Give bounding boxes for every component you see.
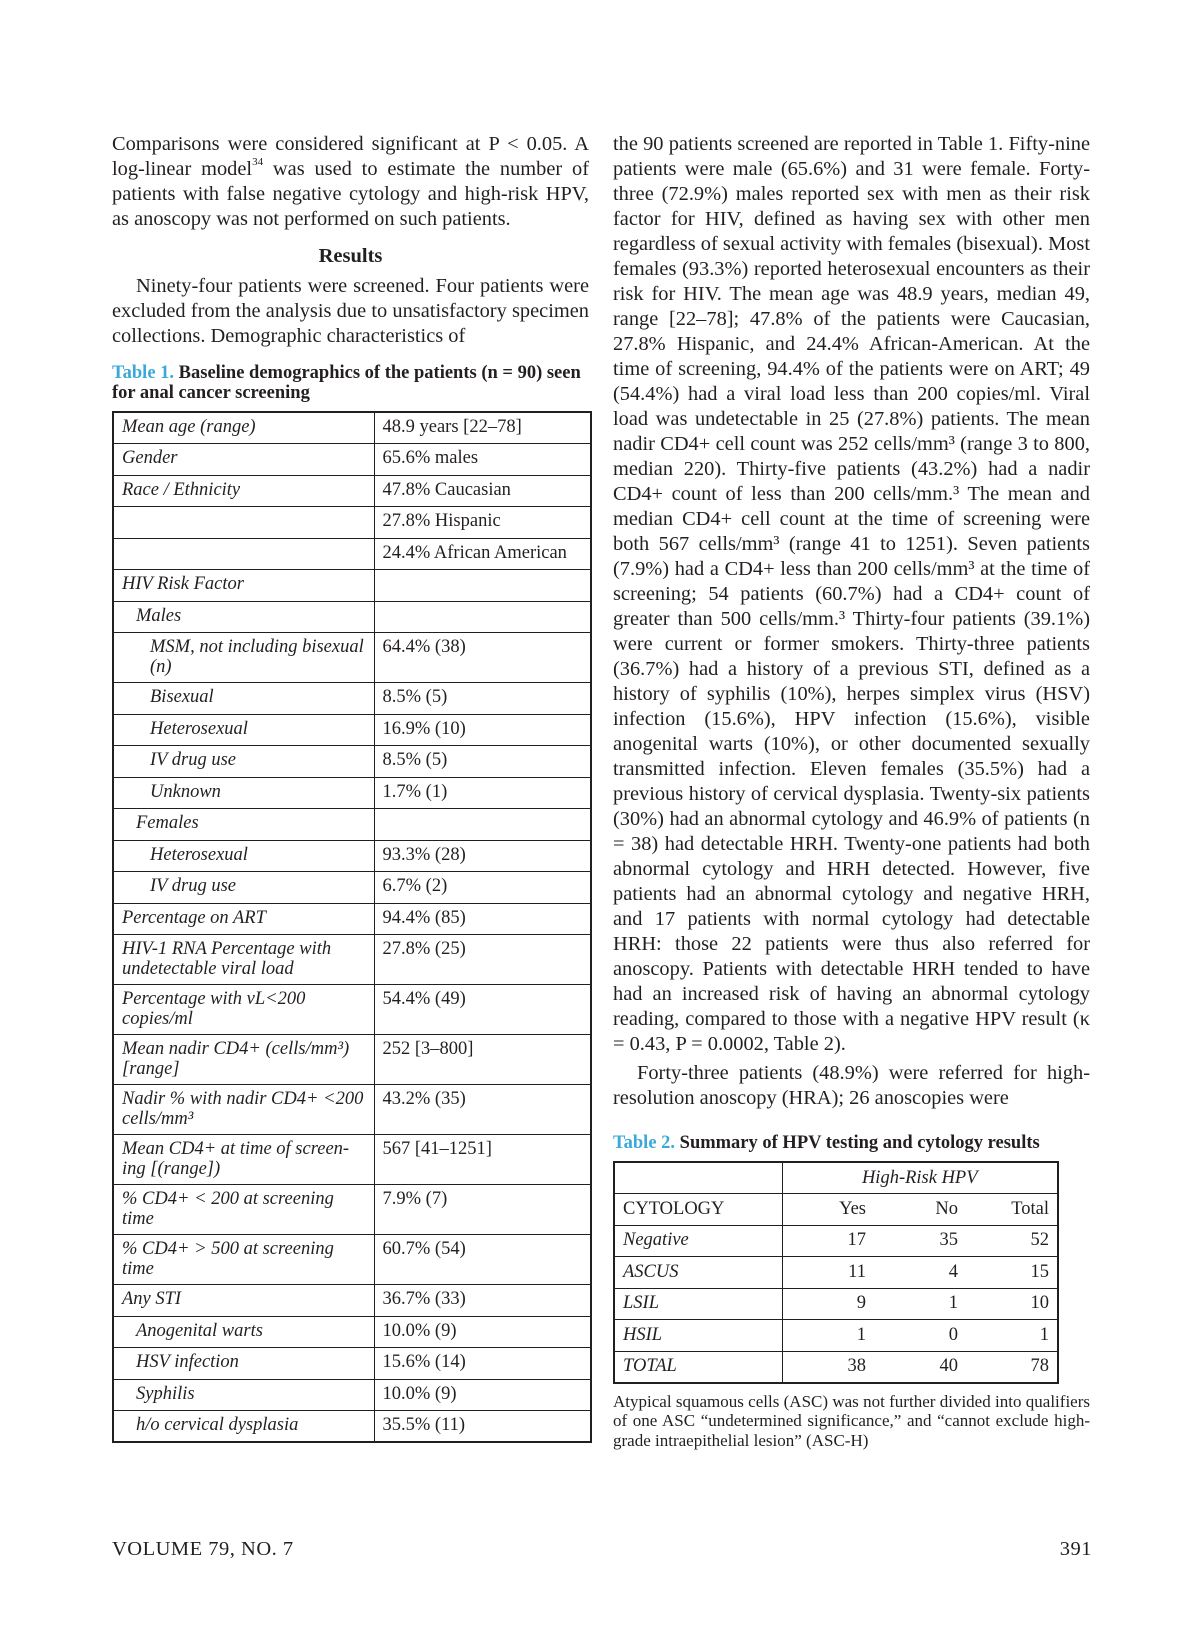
table1-label-cell: MSM, not including bisexual (n) [113, 633, 374, 683]
table1-label-cell: IV drug use [113, 872, 374, 904]
table1-value-cell: 27.8% (25) [374, 935, 591, 985]
table1-value-cell: 47.8% Caucasian [374, 475, 591, 507]
table1-label-cell: Females [113, 809, 374, 841]
table1-label-cell: Bisexual [113, 683, 374, 715]
table1-row [113, 840, 591, 872]
table1-value-cell: 8.5% (5) [374, 683, 591, 715]
table2-cytology-cell: LSIL [614, 1288, 782, 1320]
table2-col-header-yes: Yes [782, 1194, 874, 1226]
table1-label-cell: Gender [113, 444, 374, 476]
table1-value-cell: 64.4% (38) [374, 633, 591, 683]
table2-hpv-cytology [613, 1161, 1059, 1384]
table1-label-cell: Race / Ethnicity [113, 475, 374, 507]
table1-label-cell: Any STI [113, 1285, 374, 1317]
table1-row [113, 1379, 591, 1411]
table1-label-cell: HSV infection [113, 1348, 374, 1380]
table2-no-cell: 35 [874, 1225, 966, 1257]
paragraph-results-intro: Ninety-four patients were screened. Four patients were excluded from the analysis due to unsatisfactory specimen collections. Demographic characteristics of [112, 275, 589, 347]
table1-value-cell: 24.4% African American [374, 538, 591, 570]
table1-value-cell: 252 [3–800] [374, 1035, 591, 1085]
table1-value-cell [374, 570, 591, 602]
table2-col-header-total: Total [966, 1194, 1058, 1226]
right-column [613, 132, 1090, 1450]
paragraph-methods-end: Comparisons were considered significant at P < 0.05. A log-linear model$^{34}$ was used to estimate the number of patients with false negative cytology and high-risk HPV, as anoscopy was not performed on such patients. [112, 133, 590, 230]
table2-no-cell: 0 [874, 1320, 966, 1352]
table1-value-cell: 16.9% (10) [374, 714, 591, 746]
table1-row [113, 412, 591, 444]
table1-row [113, 872, 591, 904]
table2-cytology-cell: HSIL [614, 1320, 782, 1352]
table1-label-cell: Mean nadir CD4+ (cells/mm³) [range] [113, 1035, 374, 1085]
paragraph-results-details: the 90 patients screened are reported in Table 1. Fifty-nine patients were male (65.6%) and 31 were female. Forty-three (72.9%) males reported sex with men as their risk factor for HIV, defined as having sex with other men regardless of sexual activity with females (bisexual). Most females (93.3%) reported heterosexual encounters as their risk for HIV. The mean age was 48.9 years, median 49, range [22–78]; 47.8% of the patients were Caucasian, 27.8% Hispanic, and 24.4% African-American. At the time of screening, 94.4% of the patients were on ART; 49 (54.4%) had a viral load less than 200 copies/ml. Viral load was undetectable in 25 (27.8%) patients. The mean nadir CD4+ cell count was 252 cells/mm³ (range 3 to 800, median 220). Thirty-five patients (43.2%) had a nadir CD4+ count of less than 200 cells/mm.³ The mean and median CD4+ cell count at the time of screening were both 567 cells/mm³ (range 41 to 1251). Seven patients (7.9%) had a CD4+ less than 200 cells/mm³ at the time of screening; 54 patients (60.7%) had a CD4+ count of greater than 500 cells/mm.³ Thirty-four patients (39.1%) were current or former smokers. Thirty-three patients (36.7%) had a history of a previous STI, defined as a history of syphilis (10%), herpes simplex virus (HSV) infection (15.6%), HPV infection (15.6%), visible anogenital warts (10%), or other documented sexually transmitted infection. Eleven females (35.5%) had a previous history of cervical dysplasia. Twenty-six patients (30%) had an abnormal cytology and 46.9% of patients (n = 38) had detectable HRH. Twenty-one patients had both abnormal cytology and HRH detected. However, five patients had an abnormal cytology and negative HRH, and 17 patients with normal cytology had detectable HRH: those 22 patients were thus also referred for anoscopy. Patients with detectable HRH tended to have had an increased risk of having an abnormal cytology reading, compared to those with a negative HPV result (κ = 0.43, P = 0.0002, Table 2). [613, 133, 1090, 1055]
table1-label-cell: Percentage on ART [113, 903, 374, 935]
table1-label-cell [113, 538, 374, 570]
table1-value-cell: 8.5% (5) [374, 746, 591, 778]
table1-label-cell: Anogenital warts [113, 1316, 374, 1348]
table1-row [113, 475, 591, 507]
table1-label-cell: Heterosexual [113, 840, 374, 872]
table1-value-cell: 93.3% (28) [374, 840, 591, 872]
table1-value-cell [374, 601, 591, 633]
table1-label-cell: Males [113, 601, 374, 633]
table1-row [113, 633, 591, 683]
table2-col-header-cytology: CYTOLOGY [614, 1194, 782, 1226]
table1-row [113, 985, 591, 1035]
footer-page-number: 391 [1059, 1538, 1092, 1560]
table1-value-cell: 54.4% (49) [374, 985, 591, 1035]
table1-value-cell: 15.6% (14) [374, 1348, 591, 1380]
table1-row [113, 809, 591, 841]
table1-value-cell: 27.8% Hispanic [374, 507, 591, 539]
table1-label-cell: HIV-1 RNA Percentage with undetectable viral load [113, 935, 374, 985]
table1-row [113, 570, 591, 602]
table1-row [113, 1185, 591, 1235]
table1-label-cell: Nadir % with nadir CD4+ <200 cells/mm³ [113, 1085, 374, 1135]
table2-no-cell: 4 [874, 1257, 966, 1289]
table1-row [113, 1285, 591, 1317]
table1-value-cell: 65.6% males [374, 444, 591, 476]
table2-cytology-cell: ASCUS [614, 1257, 782, 1289]
table1-value-cell: 567 [41–1251] [374, 1135, 591, 1185]
table2-row [614, 1351, 1058, 1383]
table1-value-cell: 1.7% (1) [374, 777, 591, 809]
table2-no-cell: 40 [874, 1351, 966, 1383]
table1-value-cell: 43.2% (35) [374, 1085, 591, 1135]
table2-yes-cell: 17 [782, 1225, 874, 1257]
table2-total-cell: 52 [966, 1225, 1058, 1257]
left-column [112, 132, 589, 1443]
table2-span-header-row [614, 1162, 1058, 1194]
table1-value-cell: 6.7% (2) [374, 872, 591, 904]
table2-header-row [614, 1194, 1058, 1226]
paragraph-anoscopy: Forty-three patients (48.9%) were referred for high-resolution anoscopy (HRA); 26 anoscopies were [613, 1062, 1090, 1109]
table1-label-cell: h/o cervical dysplasia [113, 1411, 374, 1443]
table1-value-cell: 60.7% (54) [374, 1235, 591, 1285]
table1-row [113, 601, 591, 633]
table1-value-cell: 36.7% (33) [374, 1285, 591, 1317]
table2-total-cell: 15 [966, 1257, 1058, 1289]
table1-value-cell: 10.0% (9) [374, 1316, 591, 1348]
table1-row [113, 1348, 591, 1380]
table2-total-cell: 1 [966, 1320, 1058, 1352]
table1-row [113, 1135, 591, 1185]
table2-yes-cell: 1 [782, 1320, 874, 1352]
table1-row [113, 935, 591, 985]
table1-row [113, 1411, 591, 1443]
table2-col-header-no: No [874, 1194, 966, 1226]
table2-yes-cell: 9 [782, 1288, 874, 1320]
table1-row [113, 507, 591, 539]
table2-yes-cell: 38 [782, 1351, 874, 1383]
table2-total-cell: 78 [966, 1351, 1058, 1383]
table1-label-cell: Percentage with vL<200 copies/ml [113, 985, 374, 1035]
table1-row [113, 683, 591, 715]
table2-row [614, 1288, 1058, 1320]
table1-row [113, 746, 591, 778]
table1-label-cell [113, 507, 374, 539]
table1-label-cell: IV drug use [113, 746, 374, 778]
table1-row [113, 1035, 591, 1085]
table2-row [614, 1257, 1058, 1289]
table2-yes-cell: 11 [782, 1257, 874, 1289]
table2-span-header: High-Risk HPV [782, 1162, 1058, 1194]
table1-value-cell [374, 809, 591, 841]
table2-no-cell: 1 [874, 1288, 966, 1320]
table2-row [614, 1225, 1058, 1257]
table2-total-cell: 10 [966, 1288, 1058, 1320]
table2-cytology-cell: Negative [614, 1225, 782, 1257]
table1-row [113, 714, 591, 746]
table1-row [113, 777, 591, 809]
section-heading-results: Results [318, 245, 383, 267]
table2-corner-cell [614, 1162, 782, 1194]
table1-label-cell: HIV Risk Factor [113, 570, 374, 602]
table1-value-cell: 48.9 years [22–78] [374, 412, 591, 444]
table1-label-cell: Mean CD4+ at time of screen-ing [(range]) [113, 1135, 374, 1185]
table1-row [113, 1235, 591, 1285]
table1-row [113, 903, 591, 935]
table1-caption: Table 1. Baseline demographics of the patients (n = 90) seen for anal cancer screening [112, 363, 581, 403]
table1-label-cell: Mean age (range) [113, 412, 374, 444]
table1-value-cell: 35.5% (11) [374, 1411, 591, 1443]
table1-label-cell: Unknown [113, 777, 374, 809]
table2-caption: Table 2. Summary of HPV testing and cytology results [613, 1133, 1040, 1153]
table1-label-cell: Heterosexual [113, 714, 374, 746]
table1-row [113, 1085, 591, 1135]
footer-volume: VOLUME 79, NO. 7 [112, 1538, 294, 1560]
table1-row [113, 538, 591, 570]
table1-row [113, 1316, 591, 1348]
table1-value-cell: 7.9% (7) [374, 1185, 591, 1235]
table1-value-cell: 94.4% (85) [374, 903, 591, 935]
table1-label-cell: % CD4+ < 200 at screening time [113, 1185, 374, 1235]
table1-demographics [112, 411, 592, 1443]
table1-row [113, 444, 591, 476]
table1-value-cell: 10.0% (9) [374, 1379, 591, 1411]
table2-cytology-cell: TOTAL [614, 1351, 782, 1383]
table2-footnote: Atypical squamous cells (ASC) was not further divided into qualifiers of one ASC “undetermined significance,” and “cannot exclude high-grade intraepithelial lesion” (ASC-H) [613, 1391, 1090, 1450]
table1-label-cell: % CD4+ > 500 at screening time [113, 1235, 374, 1285]
table1-label-cell: Syphilis [113, 1379, 374, 1411]
table2-row [614, 1320, 1058, 1352]
